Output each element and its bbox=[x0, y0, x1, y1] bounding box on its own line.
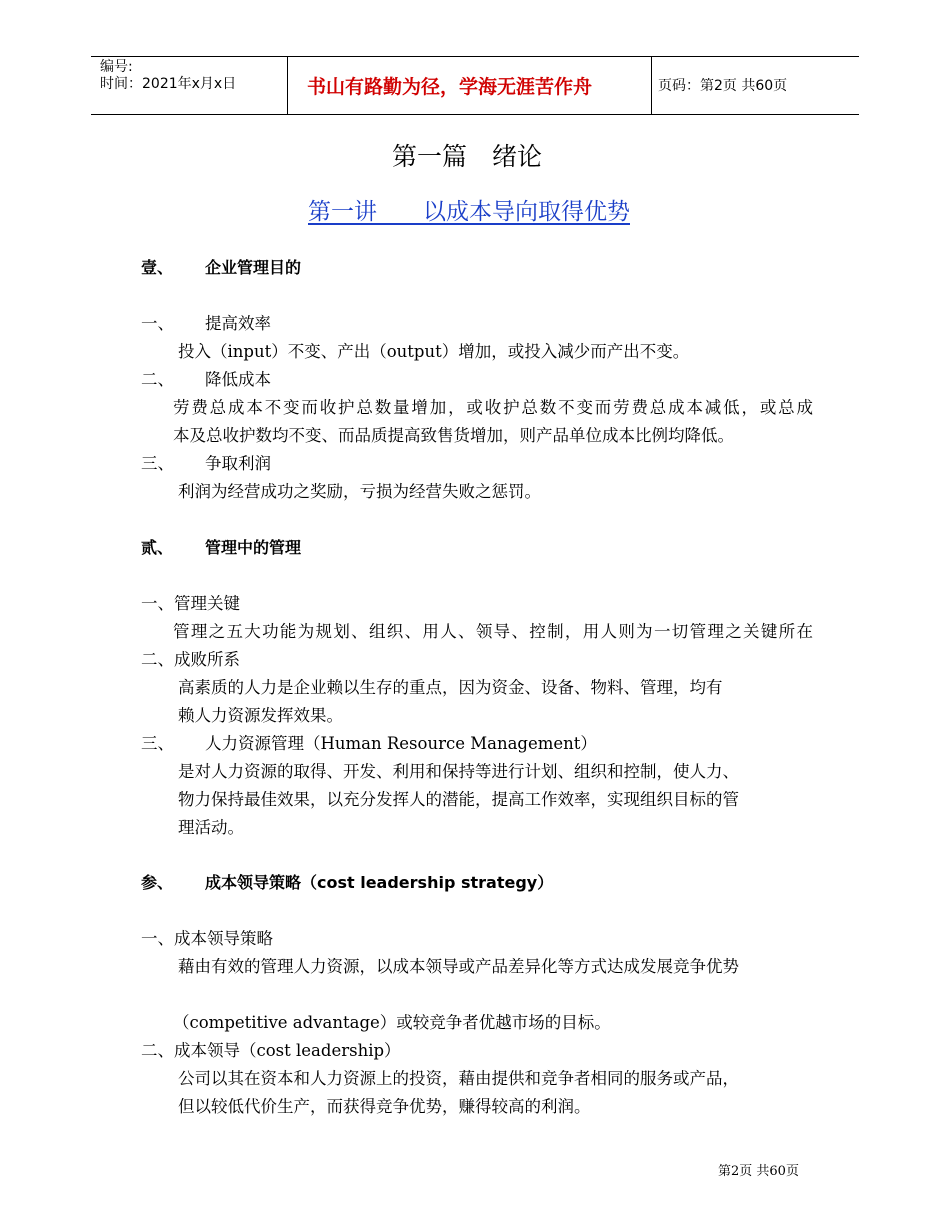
item-body-line: 理活动。 bbox=[178, 818, 244, 837]
footer-page-number: 第2页 共60页 bbox=[718, 1164, 799, 1179]
section-title: 成本领导策略（cost leadership strategy） bbox=[205, 873, 554, 892]
header-divider-2 bbox=[651, 56, 652, 114]
section-num: 参、 bbox=[141, 873, 174, 892]
item-body-line: 赖人力资源发挥效果。 bbox=[178, 706, 343, 725]
header-divider-1 bbox=[287, 56, 288, 114]
lecture-title-link[interactable]: 第一讲 以成本导向取得优势 bbox=[308, 199, 630, 225]
item-num: 二、 bbox=[141, 370, 174, 389]
item-num: 一、 bbox=[141, 314, 174, 333]
item-heading: 二、成败所系 bbox=[141, 650, 240, 669]
header-page-info: 页码：第2页 共60页 bbox=[658, 78, 788, 94]
item-num: 三、 bbox=[141, 734, 174, 753]
item-title: 争取利润 bbox=[205, 454, 271, 473]
item-body-line: 藉由有效的管理人力资源，以成本领导或产品差异化等方式达成发展竞争优势 bbox=[178, 957, 739, 976]
item-num: 三、 bbox=[141, 454, 174, 473]
item-body-line: 利润为经营成功之奖励，亏损为经营失败之惩罚。 bbox=[178, 482, 541, 501]
item-body-line: 劳费总成本不变而收护总数量增加，或收护总数不变而劳费总成本减低，或总成 bbox=[173, 398, 813, 417]
header-time-label: 时间：2021年x月x日 bbox=[100, 76, 237, 92]
section-num: 贰、 bbox=[141, 538, 174, 557]
section-title: 管理中的管理 bbox=[205, 538, 302, 557]
item-body-line: 本及总收护数均不变、而品质提高致售货增加，则产品单位成本比例均降低。 bbox=[173, 426, 734, 445]
item-body-line: 但以较低代价生产，而获得竞争优势，赚得较高的利润。 bbox=[178, 1097, 591, 1116]
item-title: 人力资源管理（Human Resource Management） bbox=[205, 734, 597, 753]
header-number-label: 编号: bbox=[100, 59, 133, 75]
item-heading: 一、成本领导策略 bbox=[141, 929, 273, 948]
item-body-line: 物力保持最佳效果，以充分发挥人的潜能，提高工作效率，实现组织目标的管 bbox=[178, 790, 739, 809]
item-body-line: 公司以其在资本和人力资源上的投资，藉由提供和竞争者相同的服务或产品， bbox=[178, 1069, 739, 1088]
item-body-line: 高素质的人力是企业赖以生存的重点，因为资金、设备、物料、管理，均有 bbox=[178, 678, 723, 697]
chapter-title: 第一篇 绪论 bbox=[392, 142, 543, 171]
header-motto: 书山有路勤为径，学海无涯苦作舟 bbox=[307, 76, 593, 98]
item-body-line: 投入（input）不变、产出（output）增加，或投入减少而产出不变。 bbox=[178, 342, 690, 361]
item-heading: 二、成本领导（cost leadership） bbox=[141, 1041, 401, 1060]
item-body-line: （competitive advantage）或较竞争者优越市场的目标。 bbox=[173, 1013, 611, 1032]
header-bottom-rule bbox=[91, 114, 859, 115]
item-body-line: 管理之五大功能为规划、组织、用人、领导、控制，用人则为一切管理之关键所在 bbox=[173, 622, 813, 641]
item-body-line: 是对人力资源的取得、开发、利用和保持等进行计划、组织和控制，使人力、 bbox=[178, 762, 739, 781]
section-num: 壹、 bbox=[141, 258, 174, 277]
header-top-rule bbox=[91, 56, 859, 57]
item-heading: 一、管理关键 bbox=[141, 594, 240, 613]
section-title: 企业管理目的 bbox=[205, 258, 302, 277]
item-title: 提高效率 bbox=[205, 314, 271, 333]
item-title: 降低成本 bbox=[205, 370, 271, 389]
